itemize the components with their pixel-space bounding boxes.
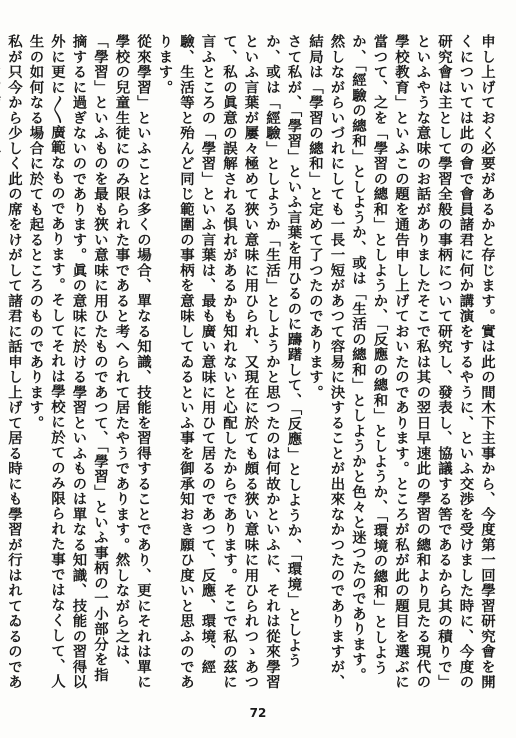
paragraph-narrow-meaning: 從來學習」といふことは多くの場合、單なる知識、技能を習得することであり、更にそれは單に學校の兒童生徒にのみ限られた事であると考へられて居たやうであります。然しながら之は、「學習」といふものを最も狹い意味に用ひたものであつて、「學習」といふ事柄の一小部分を指摘するに過ぎないのであります。眞の意味に於ける學習といふものは單なる知識、技能の習得以外に更に〳〵廣範なものであります。そしてそれは學校に於てのみ限られた事ではなくして、人生の如何なる場合に於ても起るところのものであります。	[27, 34, 152, 690]
paragraph-word-choice: さて私が、「學習」といふ言葉を用ひるのに躊躇して、「反應」としようか、「環境」としようか、或は「經驗」としようか「生活」としようかと思つたのは何故かといふに、それは從來學習といふ言葉が屢々極めて狹い意味に用ひられ、又現在に於ても頗る狹い意味に用ひられつゝあつて、私の眞意の誤解される惧れがあるかも知れないと心配したからであります。そこで私の茲に言ふところの「學習」といふ言葉は、最も廣い意味に用ひて居るのであつて、反應、環境、經驗、生活等と殆んど同じ範圍の事柄を意味してゐるといふ事を御承知おき願ひ度いと思ふのであります。	[156, 34, 303, 690]
paragraph-intro: 申し上げておく必要があるかと存じます。實は此の間木下主事から、今度第一回學習研究會を開くについては此の會で會員諸君に何か講演をするやうに、といふ交渉を受けました時に、今度の研究會は主として學習全般の事柄について研究し、發表し、協議する筈であるから其の積りで」といふやうな意味のお話がありましたそこで私は其の翌日早速此の學習の總和より見たる現代の學校教育」といふこの題を通告申し上げておいたのであります。ところが私が此の題目を選ぶに當つて、之を「學習の總和」としようか、「反應の總和」としようか、「環境の總和」としようか、「經驗の總和」としようか、或は「生活の總和」としようかと色々と迷つたのであります。然しながらいづれにしても一長一短があつて容易に決することが出來なかつたのでありますが、結局は「學習の總和」と定めて了つたのであります。	[307, 34, 496, 690]
body-text	[6, 34, 498, 696]
paragraph-present-learning: 私が只今から少しく此の席をけがして諸君に話申し上げて居る時にも學習が行はれてゐるのであ	[6, 34, 23, 690]
page-number: 72	[249, 706, 267, 720]
